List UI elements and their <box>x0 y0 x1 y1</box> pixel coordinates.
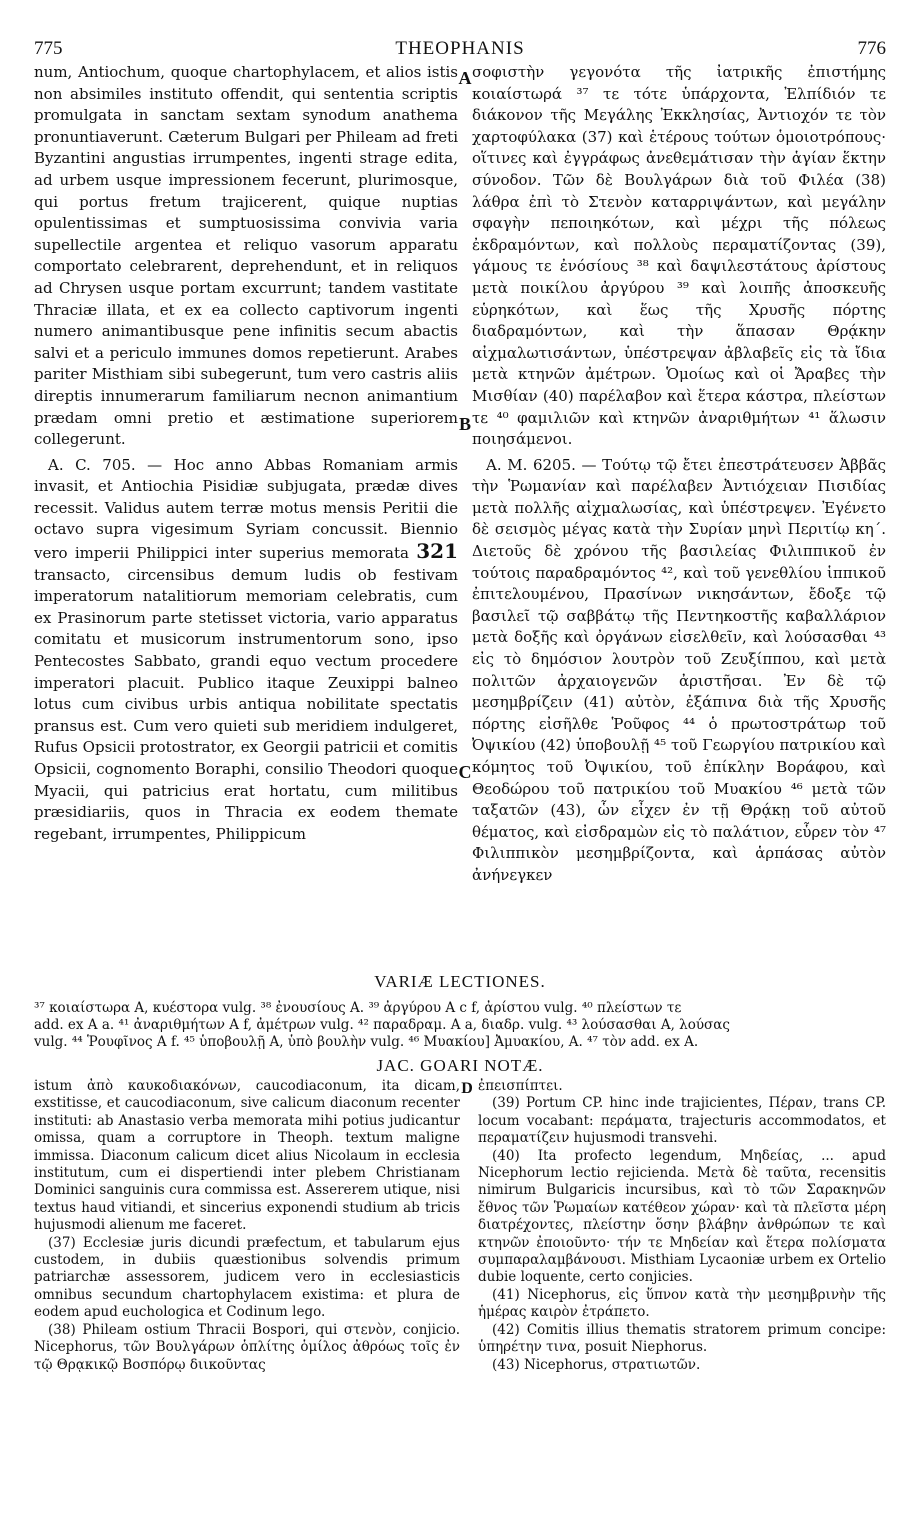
margin-letter-c: C <box>458 762 472 782</box>
note-43: (43) Nicephorus, στρατιωτῶν. <box>492 1356 701 1373</box>
running-header <box>34 38 886 62</box>
note-42: (42) Comitis illius thematis stratorem primum concipe: ὑπηρέτην τινα, posuit Niephorus. <box>478 1321 886 1356</box>
margin-letter-b: B <box>458 414 471 434</box>
note-38: (38) Phileam ostium Thracii Bospori, qui στενὸν, conjicio. Nicephorus, τῶν Βουλγάρων ὁπλίτης ὁμίλος ἀθρόως τοῖς ἐν τῷ Θρᾳκικῷ Βοσπόρῳ διικοῦντας <box>34 1321 460 1373</box>
latin-paragraph-2-part-a: A. C. 705. — Hoc anno Abbas Romaniam armis invasit, et Antiochia Pisidiæ subjugata, prædæ dives recessit. Validus autem terræ motus mensis Peritii die octavo supra vigesimum Syriam concussit. Biennio vero imperii Philippici inter superius memorata <box>34 455 458 563</box>
page-title: THEOPHANIS <box>395 38 525 59</box>
notae-title: JAC. GOARI NOTÆ. <box>376 1056 544 1075</box>
latin-paragraph-1: num, Antiochum, quoque chartophylacem, et alios istis non absimiles instituto offendit, qui sententia scriptis promulgata in sanctam sextam synodum anathema pronuntiaverunt. Cæterum Bulgari per Phileam ad freti Byzantini angustias irrumpentes, ingenti strage edita, ad urbem usque impressionem fecerunt, plurimosque, qui portus fretum trajicerent, quique nuptias opulentissimas et sumptuosissima convivia varia supellectile argentea et reliquo vasorum apparatu comportato celebrarent, deprehendunt, et in reliquos ad Chrysen usque portam excurrunt; tandem vastitate Thraciæ illata, et ex ea collecto captivorum ingenti numero animantibusque pene infinitis secum abactis salvi et a periculo immunes domos repetierunt. Arabes pariter Misthiam sibi subegerunt, tum vero castris aliis direptis innumerarum familiarum necnon animantium prædam omni pretio et æstimatione superiorem collegerunt. <box>34 63 458 449</box>
page-number-right: 776 <box>857 38 886 59</box>
margin-page-number: 321 <box>416 539 458 564</box>
page-number-left: 775 <box>34 38 63 59</box>
variae-line-1: ³⁷ κοιαίστωρα A, κυέστορα vulg. ³⁸ ἐνουσίους A. ³⁹ ἀργύρου A c f, ἀρίστου vulg. ⁴⁰ πλείστων τε <box>34 1000 682 1016</box>
note-37: (37) Ecclesiæ juris dicundi præfectum, et tabularum ejus custodem, in dubiis quæstionibus solvendis primum patriarchæ assessorem, judicem vero in ecclesiasticis omnibus secundum chartophylacem existima: et plura de eodem apud euchologica et Codinum lego. <box>34 1234 460 1321</box>
note-caucodiaconum: istum ἀπὸ καυκοδιακόνων, caucodiaconum, ita dicam, exstitisse, et caucodiaconum, sive calicum diaconum recenter instituti: ab Anastasio verba memorata mihi potius judicantur omissa, quam a corruptore in Theoph. textum maligne immissa. Diaconum calicum dicet alius Nicolaum in ecclesia institutum, cum ei dispertiendi inter plebem Christianam Dominici sanguinis cura commissa est. Assererem utique, nisi textus haud vitiandi, et sincerius exponendi studium ab tricis hujusmodi alienum me faceret. <box>34 1078 460 1234</box>
greek-paragraph-1: σοφιστὴν γεγονότα τῆς ἰατρικῆς ἐπιστήμης κοιαίστωρά ³⁷ τε τότε ὑπάρχοντα, Ἐλπίδιόν τε διάκονον τῆς Μεγάλης Ἐκκλησίας, Ἀντιοχόν τε τὸν χαρτοφύλακα (37) καὶ ἑτέρους τούτων ὁμοιοτρόπους· οἵτινες καὶ ἐγγράφως ἀνεθεμάτισαν τὴν ἁγίαν ἕκτην σύνοδον. Τῶν δὲ Βουλγάρων διὰ τοῦ Φιλέα (38) λάθρα ἐπὶ τὸ Στενὸν καταρριψάντων, καὶ μεγάλην σφαγὴν πεποιηκότων, καὶ μέχρι τῆς πόλεως ἐκδραμόντων, καὶ πολλοὺς περαματίζοντας (39), γάμους τε ἐνόσίους ³⁸ καὶ δαψιλεστάτους ἀρίστους μετὰ ποικίλου ἀργύρου ³⁹ καὶ λοιπῆς ἀποσκευῆς εὑρηκότων, καὶ ἕως τῆς Χρυσῆς πόρτης διαδραμόντων, καὶ τὴν ἅπασαν Θρᾴκην αἰχμαλωτισάντων, ὑπέστρεψαν ἀβλαβεῖς εἰς τὰ ἴδια μετὰ κτηνῶν ἀμέτρων. Ὁμοίως καὶ οἱ Ἄραβες τὴν Μισθίαν (40) παρέλαβον καὶ ἕτερα κάστρα, πλείστων τε ⁴⁰ φαμιλιῶν καὶ κτηνῶν ἀναριθμήτων ⁴¹ ἅλωσιν ποιησάμενοι. <box>472 63 886 449</box>
note-41: (41) Nicephorus, εἰς ὕπνον κατὰ τὴν μεσημβρινὴν τῆς ἡμέρας καιρὸν ἐτράπετο. <box>478 1286 886 1321</box>
variae-lectiones-title: VARIÆ LECTIONES. <box>374 972 546 991</box>
note-40: (40) Ita profecto legendum, Μηδείας, ... apud Nicephorum lectio rejicienda. Μετὰ δὲ ταῦτα, recensitis nimirum Bulgaricis incursibus, καὶ τὸ τῶν Σαρακηνῶν ἔθνος τῶν Ῥωμαίων κατέθεον χώραν· καὶ τὰ πλεῖστα μέρη διατρέχοντες, πλείστην ὅσην βλάβην ἀνθρώπων τε καὶ κτηνῶν ἐποιοῦντο· τήν τε Μηδείαν καὶ ἕτερα πολίσματα συμπαραλαμβάνουσι. Misthiam Lycaoniæ urbem ex Ortelio dubie loquente, certo conjicies. <box>478 1147 886 1286</box>
greek-column <box>472 62 886 887</box>
latin-paragraph-2 <box>34 455 458 846</box>
latin-column <box>34 62 458 845</box>
variae-lectiones <box>34 1000 886 1051</box>
variae-line-2: add. ex A a. ⁴¹ ἀναριθμήτων A f, ἀμέτρων vulg. ⁴² παραδραμ. A a, διαδρ. vulg. ⁴³ λούσασθαι A, λούσας <box>34 1017 730 1033</box>
note-39: (39) Portum CP. hinc inde trajicientes, Πέραν, trans CP. locum vocabant: περάματα, trajecturis accommodatos, et περαματίζειν hujusmodi transvehi. <box>478 1095 886 1147</box>
note-continuation: ἐπεισπίπτει. <box>478 1078 563 1094</box>
margin-letter-d: D <box>461 1080 473 1097</box>
notes-right-column <box>478 1078 886 1374</box>
latin-paragraph-2-part-b: transacto, circensibus demum ludis ob festivam imperatorum natalitiorum memoriam celebratis, cum ex Prasinorum parte stetisset victoria, vario apparatus comitatu et musicorum instrumentorum sono, ipso Pentecostes Sabbato, grandi equo vectum procedere imperatori placuit. Publico itaque Zeuxippi balneo lotus cum civibus urbis antiqua nobilitate spectatis pransus est. Cum vero quieti sub meridiem indulgeret, Rufus Opsicii protostrator, ex Georgii patricii et comitis Opsicii, cognomento Boraphi, consilio Theodori quoque Myacii, qui patricius erat hortatu, cum militibus præsidiariis, quos in Thracia ex eodem themate regebant, irrumpentes, Philippicum <box>34 565 458 843</box>
greek-paragraph-2: A. M. 6205. — Τούτῳ τῷ ἔτει ἐπεστράτευσεν Ἀββᾶς τὴν Ῥωμανίαν καὶ παρέλαβεν Ἀντιόχειαν Πισιδίας μετὰ πολλῆς αἰχμαλωσίας, καὶ ὑπέστρεψεν. Ἐγένετο δὲ σεισμὸς μέγας κατὰ τὴν Συρίαν μηνὶ Περιτίῳ κη΄. Διετοῦς δὲ χρόνου τῆς βασιλείας Φιλιππικοῦ ἐν τούτοις παραδραμόντος ⁴², καὶ τοῦ γενεθλίου ἱππικοῦ ἐπιτελουμένου, Πρασίνων νικησάντων, ἔδοξε τῷ βασιλεῖ τῷ σαββάτῳ τῆς Πεντηκοστῆς καβαλλάριον μετὰ δοξῆς καὶ ὀργάνων εἰσελθεῖν, καὶ λούσασθαι ⁴³ εἰς τὸ δημόσιον λουτρὸν τοῦ Ζευξίππου, καὶ μετὰ πολιτῶν ἀρχαιογενῶν ἀριστῆσαι. Ἐν δὲ τῷ μεσημβρίζειν (41) αὐτὸν, ἐξάπινα διὰ τῆς Χρυσῆς πόρτης εἰσῆλθε Ῥοῦφος ⁴⁴ ὁ πρωτοστράτωρ τοῦ Ὀψικίου (42) ὑποβουλῇ ⁴⁵ τοῦ Γεωργίου πατρικίου καὶ κόμητος τοῦ Ὀψικίου, τοῦ ἐπίκλην Βοράφου, καὶ Θεοδώρου τοῦ πατρικίου τοῦ Μυακίου ⁴⁶ μετὰ τῶν ταξατῶν (43), ὧν εἶχεν ἐν τῇ Θρᾴκῃ τοῦ αὐτοῦ θέματος, καὶ εἰσδραμὼν εἰς τὸ παλάτιον, εὗρεν τὸν ⁴⁷ Φιλιππικὸν μεσημβρίζοντα, καὶ ἁρπάσας αὐτὸν ἀνήνεγκεν <box>472 455 886 884</box>
notes-left-column <box>34 1078 460 1374</box>
variae-line-3: vulg. ⁴⁴ Ῥουφῖνος A f. ⁴⁵ ὑποβουλῇ A, ὑπὸ βουλὴν vulg. ⁴⁶ Μυακίου] Ἀμυακίου, A. ⁴⁷ τὸν add. ex A. <box>34 1034 699 1050</box>
margin-letter-a: A <box>458 68 472 88</box>
